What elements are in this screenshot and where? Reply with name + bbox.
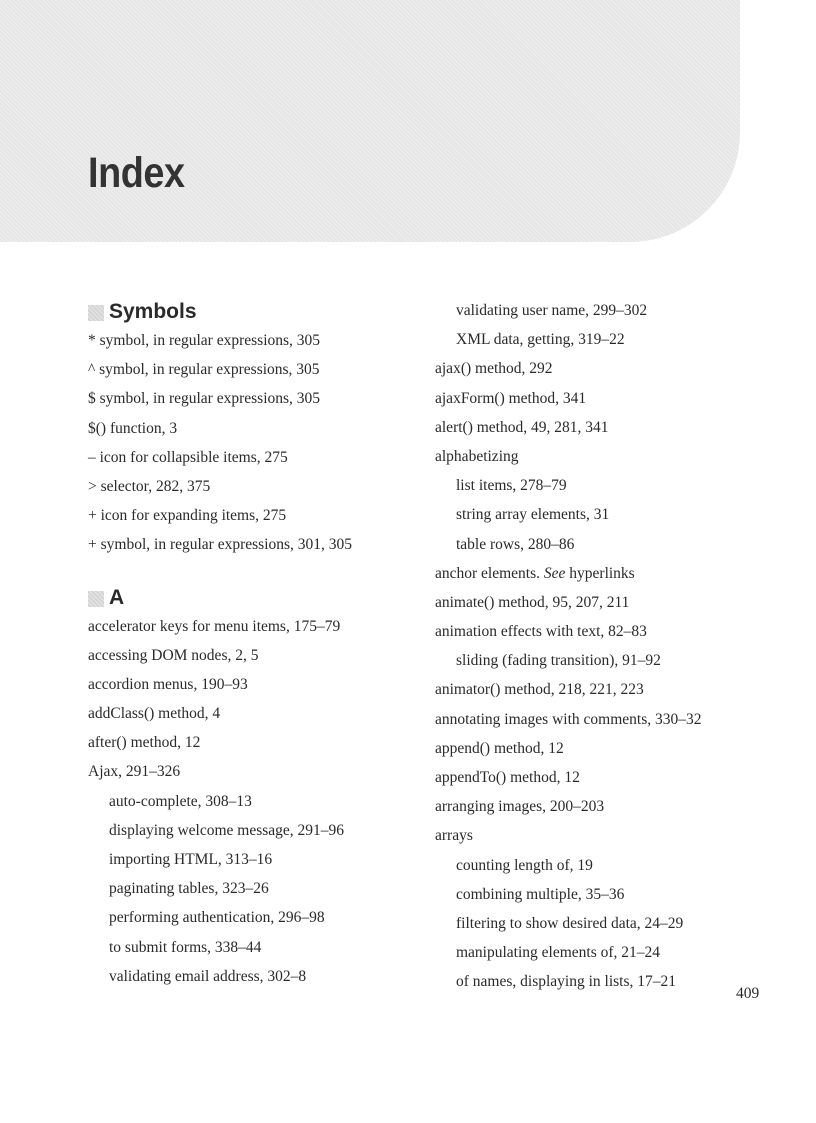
index-column-left: [88, 300, 428, 991]
index-subentry: XML data, getting, 319–22: [456, 331, 625, 349]
see-reference: See: [543, 564, 566, 582]
index-entry: * symbol, in regular expressions, 305: [88, 332, 321, 349]
index-entry: alert() method, 49, 281, 341: [435, 418, 609, 436]
section-heading-label: Symbols: [109, 300, 197, 323]
see-reference-target: hyperlinks: [565, 564, 635, 582]
index-entry: append() method, 12: [435, 739, 564, 757]
index-subentry: of names, displaying in lists, 17–21: [456, 973, 677, 991]
index-subentry: validating email address, 302–8: [109, 967, 307, 985]
index-subentry: paginating tables, 323–26: [109, 880, 269, 898]
index-entry: animator() method, 218, 221, 223: [435, 681, 644, 699]
section-marker-icon: [88, 591, 104, 607]
index-entry: – icon for collapsible items, 275: [88, 448, 288, 466]
section-heading-label: A: [109, 585, 125, 609]
index-entry: > selector, 282, 375: [88, 477, 211, 495]
index-entry: animate() method, 95, 207, 211: [435, 593, 630, 611]
index-entry: $ symbol, in regular expressions, 305: [88, 390, 321, 408]
section-heading-a: [88, 586, 428, 612]
anchor-entry-text: anchor elements.: [435, 564, 544, 582]
index-entry: ajax() method, 292: [435, 360, 553, 378]
index-entry: ajaxForm() method, 341: [435, 389, 587, 407]
index-subentry: string array elements, 31: [456, 506, 610, 524]
index-entry: addClass() method, 4: [88, 705, 221, 723]
section-gap: [88, 560, 428, 586]
index-entry: + symbol, in regular expressions, 301, 305: [88, 536, 353, 554]
index-subentry: combining multiple, 35–36: [456, 885, 625, 903]
index-entry: Ajax, 291–326: [88, 763, 181, 781]
index-subentry: to submit forms, 338–44: [109, 938, 262, 956]
index-subentry: sliding (fading transition), 91–92: [456, 652, 661, 670]
index-entry: appendTo() method, 12: [435, 769, 580, 786]
index-subentry: list items, 278–79: [456, 477, 567, 495]
index-entry: $() function, 3: [88, 419, 178, 437]
page-title: Index: [88, 149, 185, 197]
index-subentry: manipulating elements of, 21–24: [456, 944, 661, 962]
index-entry: ^ symbol, in regular expressions, 305: [88, 361, 320, 379]
index-entry: accessing DOM nodes, 2, 5: [88, 646, 259, 664]
index-entry: after() method, 12: [88, 734, 201, 752]
index-subentry: validating user name, 299–302: [456, 302, 648, 319]
index-entry: alphabetizing: [435, 447, 519, 465]
index-column-right: [435, 296, 775, 997]
index-subentry: displaying welcome message, 291–96: [109, 821, 345, 839]
section-marker-icon: [88, 305, 104, 321]
index-subentry: table rows, 280–86: [456, 535, 575, 553]
index-subentry: filtering to show desired data, 24–29: [456, 914, 684, 932]
index-subentry: counting length of, 19: [456, 856, 593, 874]
index-entry-anchor: [435, 559, 775, 588]
index-subentry: importing HTML, 313–16: [109, 851, 273, 868]
index-entry: + icon for expanding items, 275: [88, 507, 287, 525]
index-subentry: auto-complete, 308–13: [109, 792, 252, 810]
index-subentry: performing authentication, 296–98: [109, 909, 325, 927]
page-number: 409: [736, 985, 760, 1002]
index-entry: arranging images, 200–203: [435, 798, 605, 816]
index-entry: accordion menus, 190–93: [88, 675, 248, 693]
index-entry: arrays: [435, 827, 473, 845]
header-banner: [0, 0, 740, 242]
section-heading-symbols: [88, 300, 428, 326]
index-entry: accelerator keys for menu items, 175–79: [88, 617, 341, 635]
index-entry: annotating images with comments, 330–32: [435, 710, 702, 728]
index-entry: animation effects with text, 82–83: [435, 623, 647, 641]
